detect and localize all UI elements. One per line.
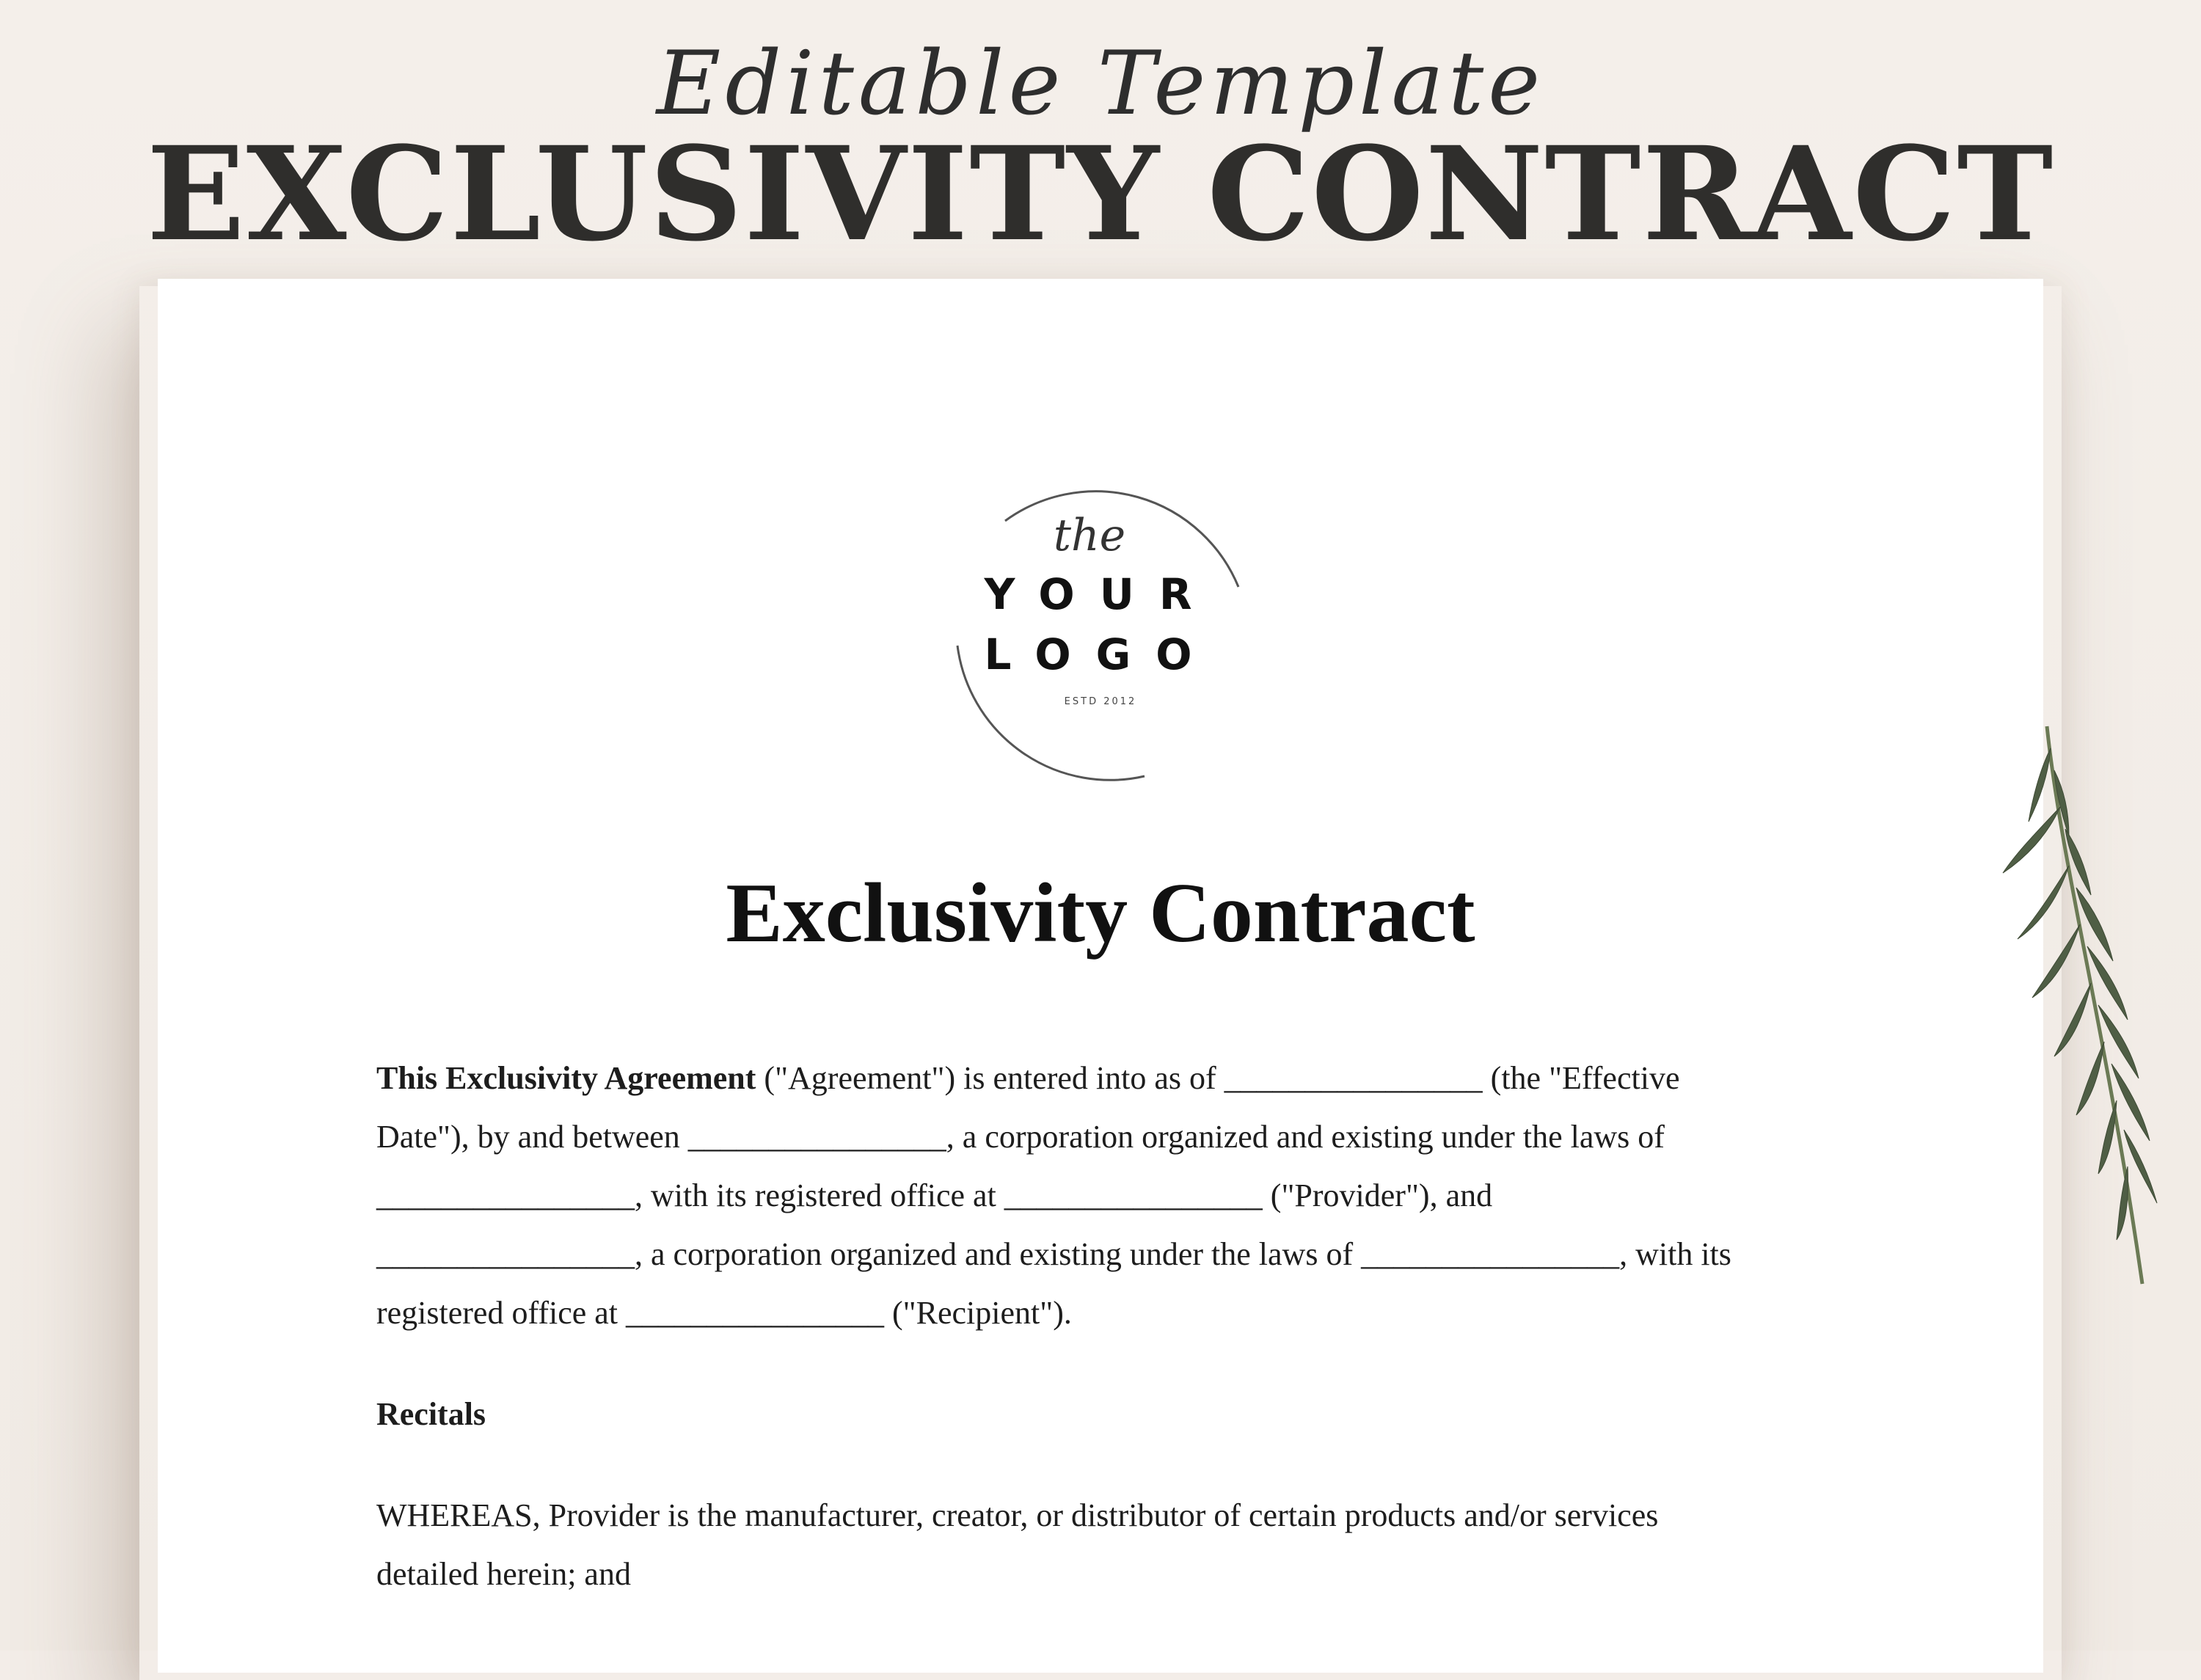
logo-line-2: LOGO [984, 629, 1217, 679]
logo-line-1: YOUR [984, 569, 1217, 619]
banner-script-label: Editable Template [656, 33, 1545, 135]
logo-script-word: the [1053, 510, 1126, 561]
intro-bold-lead: This Exclusivity Agreement [376, 1060, 756, 1096]
logo-estd: ESTD 2012 [1064, 696, 1137, 707]
whereas-line-1: WHEREAS, Provider is the manufacturer, creator, or distributor of certain products and/or services [376, 1497, 1659, 1533]
intro-line-2: Date"), by and between ________________, a corporation organized and existing under the laws of [376, 1119, 1665, 1155]
intro-line-5: registered office at ________________ ("Recipient"). [376, 1295, 1072, 1331]
intro-line-3: ________________, with its registered office at ________________ ("Provider"), and [376, 1177, 1493, 1213]
intro-paragraph [376, 1049, 1844, 1343]
intro-line-4: ________________, a corporation organized and existing under the laws of ________________, with its [376, 1236, 1731, 1272]
document-body [376, 1049, 1844, 1646]
recitals-heading: Recitals [376, 1396, 486, 1432]
whereas-paragraph [376, 1486, 1844, 1604]
whereas-line-2: detailed herein; and [376, 1556, 631, 1592]
rosemary-sprig-icon [1996, 719, 2179, 1291]
document-title: Exclusivity Contract [726, 866, 1475, 960]
intro-line-1 [376, 1049, 1844, 1108]
intro-line-1-rest: ("Agreement") is entered into as of ________________ (the "Effective [756, 1060, 1680, 1096]
banner-title: EXCLUSIVITY CONTRACT [146, 118, 2055, 270]
company-logo [939, 462, 1262, 785]
circle-logo-icon [939, 462, 1262, 785]
